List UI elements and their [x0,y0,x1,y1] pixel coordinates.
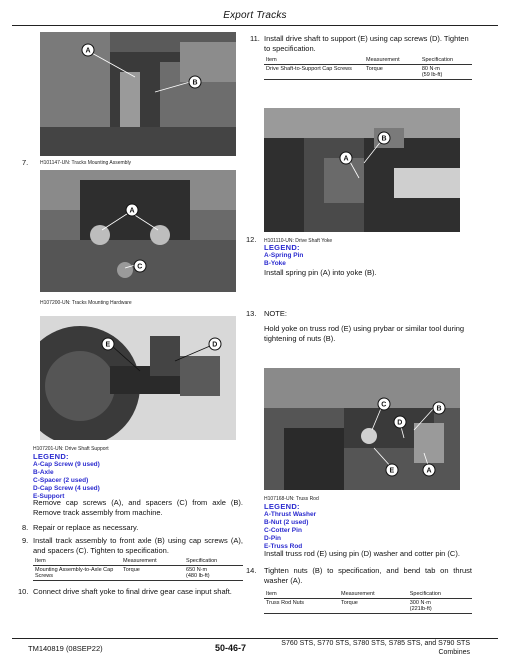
callout-c-fig2: C [137,263,143,271]
legend-title: LEGEND: [264,502,300,511]
step-14-text: Tighten nuts (B) to specification, and bend tab on thrust washer (A). [264,566,472,585]
step-11-text: Install drive shaft to support (E) using cap screws (D). Tighten to specification. [264,34,469,53]
table-header-row [264,56,472,65]
figure-truss-rod [264,368,460,490]
figure-drive-shaft-support [40,316,236,440]
legend-item: B-Axle [33,469,54,476]
figure-drive-shaft-yoke [264,108,460,232]
install-truss-rod-text: Install truss rod (E) using pin (D) washer and cotter pin (C). [264,549,460,558]
step-14-number: 14. [246,566,257,575]
footer-models: S760 STS, S770 STS, S780 STS, S785 STS, and S790 STS [281,640,470,647]
table-header-item: Item [33,557,121,566]
legend-item: C-Cotter Pin [264,527,302,534]
table-row [33,566,243,581]
table-header-measurement: Measurement [339,590,408,599]
table-header-item: Item [264,590,339,599]
step-10-number: 10. [18,587,29,596]
table-cell-item: Mounting Assembly-to-Axle Cap Screws [33,566,121,581]
figure-tracks-mounting-assembly [40,32,236,156]
spec-table-mounting [33,557,243,581]
spec-metric: 300 N·m [409,600,431,606]
callout-a-fig2: A [129,207,135,215]
table-row [264,65,472,80]
header-divider [12,25,498,26]
callout-a-fig4: A [343,155,349,163]
legend-title: LEGEND: [264,243,300,252]
table-cell-specification [408,599,472,614]
figure-tracks-mounting-hardware [40,170,236,292]
table-cell-item: Drive Shaft-to-Support Cap Screws [264,65,364,80]
legend-item: E-Support [33,493,65,500]
table-cell-measurement: Torque [364,65,420,80]
legend-item: D-Pin [264,535,281,542]
legend-item: D-Cap Screw (4 used) [33,485,100,492]
callout-b-fig1: B [192,79,198,87]
legend-item: A-Spring Pin [264,252,304,259]
table-cell-measurement: Torque [339,599,408,614]
callout-d-fig3: D [212,341,218,349]
step-13-number: 13. [246,309,257,318]
footer-product: Combines [438,649,470,656]
figure-drive-shaft-yoke-image [264,108,460,232]
table-header-specification: Specification [184,557,243,566]
table-cell-item: Truss Rod Nuts [264,599,339,614]
remove-instruction: Remove cap screws (A), and spacers (C) from axle (B). Remove track assembly from machine. [33,498,243,517]
footer-page-number: 50-46-7 [215,643,247,653]
step-9-text: Install track assembly to front axle (B) using cap screws (A), and spacers (C). Tighten to specification. [33,536,243,555]
spec-table-drive-shaft [264,56,472,80]
legend-item: A-Thrust Washer [264,511,317,518]
figure-tracks-mounting-hardware-image [40,170,236,292]
figure-4-caption: H101110-UN: Drive Shaft Yoke [264,238,333,244]
spec-metric: 80 N·m [421,66,440,72]
callout-e-fig3: E [105,341,111,349]
legend-item: E-Truss Rod [264,543,303,550]
legend-item: C-Spacer (2 used) [33,477,89,484]
callout-a-fig5: A [426,467,432,475]
callout-d-fig5: D [397,419,403,427]
figure-drive-shaft-support-image [40,316,236,440]
table-header-item: Item [264,56,364,65]
callout-b-fig5: B [436,405,442,413]
spec-imperial: (221lb-ft) [409,606,432,612]
legend-item: B-Yoke [264,260,286,267]
step-9-number: 9. [22,536,29,545]
legend-drive-shaft-yoke [264,243,303,268]
step-10-text: Connect drive shaft yoke to final drive gear case input shaft. [33,587,232,596]
callout-a-fig1: A [85,47,91,55]
figure-3-caption: H107201-UN: Drive Shaft Support [33,446,109,452]
step-11-number: 11. [250,34,260,43]
legend-title: LEGEND: [33,452,69,461]
legend-item: A-Cap Screw (9 used) [33,461,100,468]
table-row [264,599,472,614]
footer-doc-id: TM140819 (08SEP22) [28,644,103,653]
figure-5-caption: H107168-UN: Truss Rod [264,496,319,502]
figure-1-caption: H101147-UN: Tracks Mounting Assembly [40,160,132,166]
figure-2-caption: H107200-UN: Tracks Mounting Hardware [40,300,132,306]
note-text: Hold yoke on truss rod (E) using prybar or similar tool during tightening of nuts (B). [264,324,465,343]
step-12-number: 12. [246,235,257,244]
spec-imperial: (59 lb-ft) [421,72,443,78]
table-header-measurement: Measurement [364,56,420,65]
table-header-specification: Specification [420,56,472,65]
legend-truss-rod [264,502,316,551]
step-7-number: 7. [22,158,29,167]
legend-drive-shaft-support [33,452,100,501]
step-8-text: Repair or replace as necessary. [33,523,139,532]
callout-b-fig4: B [381,135,387,143]
step-12-text: Install spring pin (A) into yoke (B). [264,268,377,277]
spec-metric: 650 N·m [186,567,208,573]
table-cell-measurement: Torque [121,566,184,581]
step-13-label: NOTE: [264,309,287,318]
table-cell-specification [420,65,472,80]
spec-imperial: (480 lb-ft) [186,573,210,579]
page-header-title: Export Tracks [223,10,287,21]
table-cell-specification [184,566,243,581]
figure-truss-rod-image [264,368,460,490]
table-header-row [33,557,243,566]
figure-tracks-mounting-assembly-image [40,32,236,156]
legend-item: B-Nut (2 used) [264,519,309,526]
table-header-measurement: Measurement [121,557,184,566]
callout-c-fig5: C [381,401,387,409]
spec-table-truss-rod [264,590,472,614]
callout-e-fig5: E [389,467,395,475]
step-8-number: 8. [22,523,29,532]
table-header-specification: Specification [408,590,472,599]
table-header-row [264,590,472,599]
